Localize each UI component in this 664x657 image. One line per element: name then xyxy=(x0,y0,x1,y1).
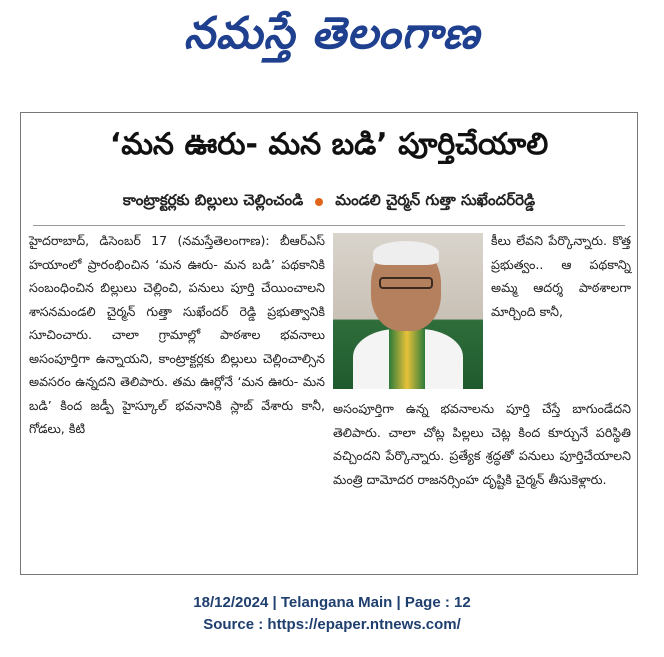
page-footer xyxy=(0,592,664,636)
divider xyxy=(33,225,625,226)
body-right-top-text: కీలు లేవని పేర్కొన్నారు. కొత్త ప్రభుత్వం.. ఆ పథకాన్ని అమ్మ ఆదర్శ పాఠశాలగా మార్చింది కానీ, xyxy=(491,233,631,319)
subhead-left: కాంట్రాక్టర్లకు బిల్లులు చెల్లించండి xyxy=(122,191,304,209)
article-subheads xyxy=(21,187,637,217)
newspaper-masthead xyxy=(0,0,664,78)
body-right-bottom-text: అసంపూర్తిగా ఉన్న భవనాలను పూర్తి చేస్తే బాగుండేదని తెలిపారు. చాలా చోట్ల పిల్లలు చెట్ల కింద కూర్చునే పరిస్థితి వచ్చిందని పేర్కొన్నారు. ప్రత్యేక శ్రద్ధతో పనులు పూర్తిచేయాలని మంత్రి దామోదర రాజనర్సింహ దృష్టికి చైర్మన్ తీసుకెళ్లారు. xyxy=(333,401,631,487)
article-body-right-top xyxy=(491,229,631,323)
footer-edition-line: 18/12/2024 | Telangana Main | Page : 12 xyxy=(193,594,471,611)
masthead-title: నమస్తే తెలంగాణ xyxy=(183,8,481,59)
bullet-dot-icon xyxy=(315,198,323,206)
article-body-left-column xyxy=(29,229,325,441)
photo-hair-shape xyxy=(373,241,439,265)
person-photo xyxy=(333,233,483,389)
photo-glasses-shape xyxy=(379,277,433,289)
news-article xyxy=(20,112,638,575)
subhead-right: మండలి చైర్మన్ గుత్తా సుఖేందర్‌రెడ్డి xyxy=(335,191,536,209)
article-body-right-bottom xyxy=(333,397,631,491)
article-headline: ‘మన ఊరు- మన బడి’ పూర్తిచేయాలి xyxy=(109,127,549,162)
body-left-text: హైదరాబాద్, డిసెంబర్ 17 (నమస్తేతెలంగాణ): బీఆర్‌ఎస్ హయాంలో ప్రారంభించిన ‘మన ఊరు- మన బడి’ పథకానికి సంబంధించిన బిల్లులు చెల్లించి, పనులు పూర్తి చేయించాలని శాసనమండలి చైర్మన్ గుత్తా సుఖేందర్ రెడ్డి ప్రభుత్వానికి సూచించారు. చాలా గ్రామాల్లో పాఠశాల భవనాలు అసంపూర్తిగా ఉన్నాయని, కాంట్రాక్టర్లకు బిల్లులు చెల్లించాల్సిన అవసరం ఉన్నదని తెలిపారు. తమ ఊర్లోనే ‘మన ఊరు- మన బడి’ కింద జడ్పీ హైస్కూల్ భవనానికి స్లాబ్ వేశారు కానీ, గోడలు, కిటి xyxy=(29,233,325,436)
photo-scarf-shape xyxy=(389,329,425,389)
footer-source-line: Source : https://epaper.ntnews.com/ xyxy=(203,616,461,633)
